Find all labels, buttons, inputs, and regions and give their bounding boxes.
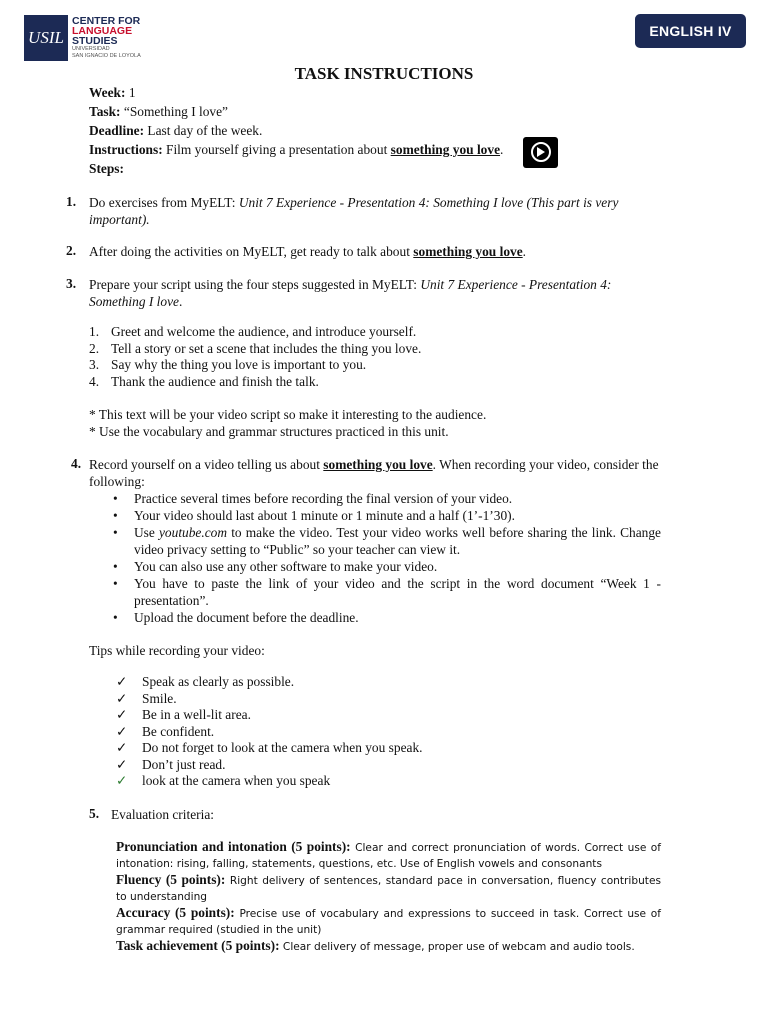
step4-link: something you love (323, 457, 433, 472)
check-icon: ✓ (116, 740, 128, 755)
step3-italic: Unit 7 Experience - Presentation 4: Something I love (89, 277, 612, 309)
step3-note2: * Use the vocabulary and grammar structures practiced in this unit. (89, 423, 449, 439)
course-badge: ENGLISH IV (635, 14, 746, 48)
step3-number: 3. (66, 276, 77, 291)
deadline-value: Last day of the week. (147, 123, 263, 138)
task-label: Task: (89, 104, 121, 119)
logo-line4: UNIVERSIDAD (72, 46, 110, 52)
step2-number: 2. (66, 243, 77, 258)
task-value: “Something I love” (123, 104, 228, 119)
step3-sub-item: 4. Thank the audience and finish the talk. (89, 373, 319, 389)
step4-bullet: • You have to paste the link of your video and the script in the word document “Week 1 - presentation”. (113, 576, 661, 608)
video-play-icon[interactable] (523, 137, 558, 168)
tip-item: ✓ Don’t just read. (116, 756, 226, 772)
tip-item: ✓ Smile. (116, 690, 177, 706)
criterion-item: Task achievement (5 points): Clear delivery of message, proper use of webcam and audio tools. (116, 938, 635, 953)
tip-item: ✓ Be in a well-lit area. (116, 707, 251, 722)
step4-bullet: • Use youtube.com to make the video. Test your video works well before sharing the link. Change video privacy setting to “Public” so your teacher can view it. (113, 525, 661, 557)
step1-main: Do exercises from MyELT: (89, 195, 236, 210)
usil-logo (24, 15, 141, 61)
criteria-block (116, 839, 661, 956)
step3-text (89, 276, 661, 310)
steps-line (89, 159, 124, 178)
criterion-item: Accuracy (5 points): Precise use of vocabulary and expressions to succeed in task. Correct use of grammar required (studied in the unit) (116, 905, 661, 936)
check-icon: ✓ (116, 690, 128, 706)
tips-title: Tips while recording your video: (89, 643, 265, 658)
step5-text: Evaluation criteria: (111, 807, 214, 822)
step2-main: After doing the activities on MyELT, get ready to talk about (89, 244, 410, 259)
step4-bullet: • Upload the document before the deadline. (113, 610, 359, 625)
task-line (89, 102, 228, 121)
logo-line1: CENTER FOR (72, 15, 141, 27)
step1-text (89, 194, 661, 228)
logo-mark: USIL (24, 15, 68, 61)
step4-bullet: • Practice several times before recording the final version of your video. (113, 491, 513, 506)
step3-main: Prepare your script using the four steps suggested in MyELT: (89, 277, 417, 292)
check-icon: ✓ (116, 674, 128, 689)
step4-post: . When recording your video, consider the following: (89, 457, 659, 489)
logo-line5: SAN IGNACIO DE LOYOLA (72, 53, 141, 59)
step4-number: 4. (71, 456, 82, 471)
week-line (89, 83, 136, 102)
step4-bullet: • Your video should last about 1 minute or 1 minute and a half (1’-1’30). (113, 508, 515, 523)
step3-sub-item: 1. Greet and welcome the audience, and introduce yourself. (89, 324, 417, 339)
check-icon: ✓ (116, 723, 128, 739)
instructions-label: Instructions: (89, 142, 163, 157)
logo-line2: LANGUAGE (72, 25, 133, 37)
deadline-label: Deadline: (89, 123, 145, 138)
youtube-link[interactable]: youtube.com (158, 525, 228, 540)
steps-label: Steps: (89, 161, 124, 176)
step5-number: 5. (89, 806, 100, 821)
page-title: TASK INSTRUCTIONS (294, 64, 474, 83)
step3-notes (89, 407, 486, 440)
step3-sub-item: 2. Tell a story or set a scene that includes the thing you love. (89, 340, 422, 356)
instructions-link: something you love (390, 142, 501, 157)
tip-item: ✓ look at the camera when you speak (116, 773, 331, 788)
step3-note1: * This text will be your video script so make it interesting to the audience. (89, 407, 487, 422)
step4-main: Record yourself on a video telling us about (89, 457, 320, 472)
instructions-line (89, 140, 503, 159)
criterion-item: Fluency (5 points): Right delivery of sentences, standard pace in conversation, fluency contributes to understanding (116, 872, 661, 903)
step2-text (89, 243, 661, 260)
instructions-text: Film yourself giving a presentation about (166, 142, 388, 157)
step3-sublist (89, 324, 421, 390)
criterion-item: Pronunciation and intonation (5 points): Clear and correct pronunciation of words. Correct use of intonation: rising, falling, statements, questions, etc. Use of English vowels and consonants (116, 839, 662, 870)
logo-line3: STUDIES (72, 35, 118, 47)
tip-item: ✓ Be confident. (116, 723, 215, 739)
week-value: 1 (128, 85, 136, 100)
tips-list (116, 674, 423, 790)
step3-sub-item: 3. Say why the thing you love is important to you. (89, 357, 367, 372)
step3-post: . (179, 294, 183, 309)
week-label: Week: (89, 85, 126, 100)
tip-item: ✓ Do not forget to look at the camera when you speak. (116, 740, 423, 755)
step2-link: something you love (413, 244, 523, 259)
deadline-line (89, 121, 262, 140)
step1-italic: Unit 7 Experience - Presentation 4: Something I love (This part is very important). (89, 195, 619, 227)
step1-number: 1. (66, 194, 77, 209)
step4-text (89, 456, 661, 490)
check-icon: ✓ (116, 773, 128, 788)
step2-post: . (522, 244, 527, 259)
check-icon: ✓ (116, 756, 128, 772)
instructions-post: . (500, 142, 504, 157)
step4-bullet: • You can also use any other software to make your video. (113, 559, 438, 574)
tip-item: ✓ Speak as clearly as possible. (116, 674, 295, 689)
check-icon: ✓ (116, 707, 128, 722)
